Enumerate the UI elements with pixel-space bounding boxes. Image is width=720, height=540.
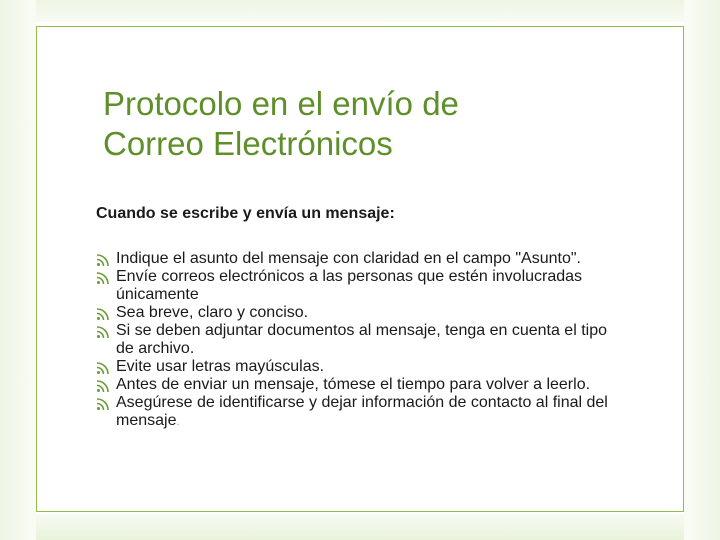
bullet-text: Asegúrese de identificarse y dejar información de contacto al final del mensaje: [116, 394, 608, 429]
list-item: [96, 250, 616, 268]
list-item: [96, 376, 616, 394]
wifi-arc-icon: [96, 361, 110, 375]
slide-title: [103, 84, 583, 164]
title-line-1: Protocolo en el envío de: [103, 85, 459, 122]
list-item: [96, 358, 616, 376]
bullet-text: Envíe correos electrónicos a las personas que estén involucradas únicamente: [116, 268, 583, 303]
bullet-text: Evite usar letras mayúsculas.: [116, 358, 325, 375]
frame-top-band: [0, 0, 720, 22]
bullet-text: Indique el asunto del mensaje con claridad en el campo "Asunto".: [116, 250, 581, 267]
frame-right-band: [684, 0, 720, 540]
wifi-arc-icon: [96, 397, 110, 411]
tail-mark: .: [176, 416, 180, 428]
bullet-text: Sea breve, claro y conciso.: [116, 304, 309, 321]
list-item: [96, 322, 616, 358]
list-item: [96, 268, 616, 304]
wifi-arc-icon: [96, 325, 110, 339]
intro-text: Cuando se escribe y envía un mensaje:: [96, 205, 395, 222]
list-item: [96, 394, 616, 431]
frame-bottom-band: [0, 514, 720, 540]
title-line-2: Correo Electrónicos: [103, 125, 393, 162]
wifi-arc-icon: [96, 271, 110, 285]
bullet-list: [96, 250, 616, 431]
list-item: [96, 304, 616, 322]
wifi-arc-icon: [96, 307, 110, 321]
frame-left-band: [0, 0, 36, 540]
wifi-arc-icon: [96, 253, 110, 267]
bullet-text: Si se deben adjuntar documentos al mensaje, tenga en cuenta el tipo de archivo.: [116, 322, 607, 357]
bullet-text: Antes de enviar un mensaje, tómese el tiempo para volver a leerlo.: [116, 376, 591, 393]
wifi-arc-icon: [96, 379, 110, 393]
